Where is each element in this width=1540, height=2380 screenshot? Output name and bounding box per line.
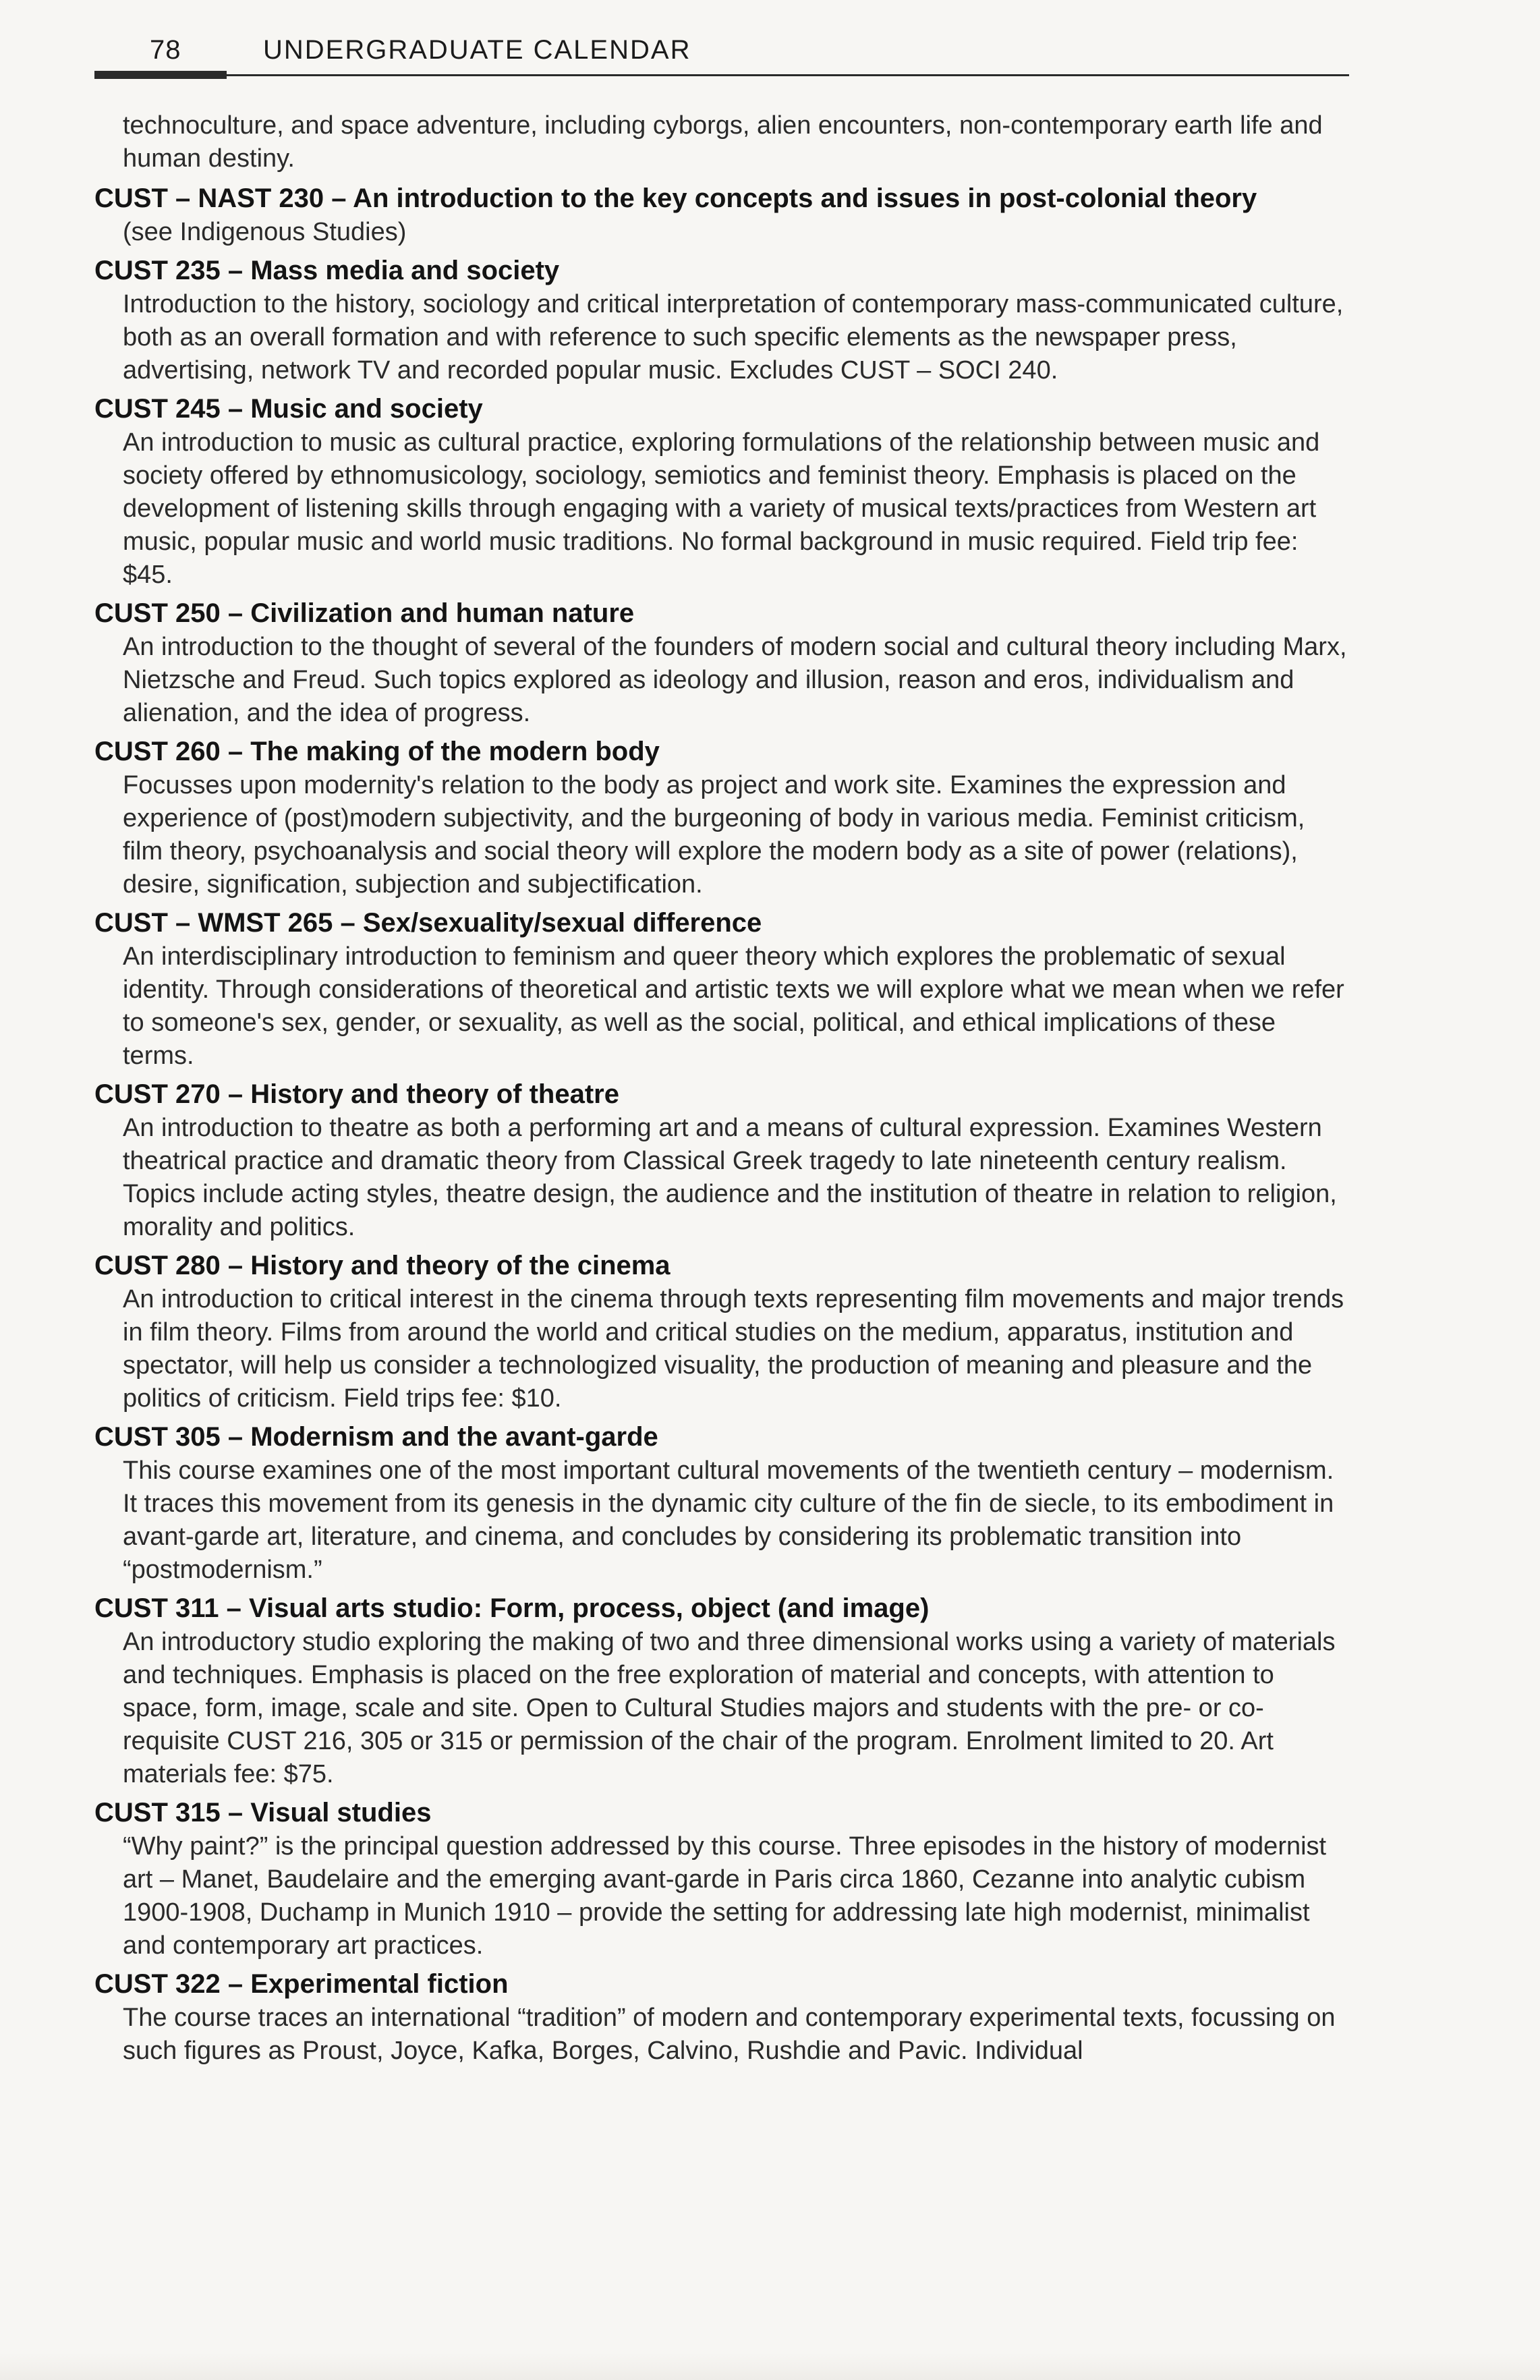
course-entry [94,391,1349,592]
course-title: CUST 270 – History and theory of theatre [94,1079,619,1109]
course-description: (see Indigenous Studies) [123,218,407,246]
course-entry [94,1248,1349,1415]
course-title: CUST 250 – Civilization and human nature [94,598,635,628]
course-entry [94,596,1349,730]
course-title: CUST 311 – Visual arts studio: Form, process, object (and image) [94,1593,930,1623]
course-description: Focusses upon modernity's relation to the body as project and work site. Examines the expression and experience of (post)modern subjectivity, and the burgeoning of body in various media. Feminist criticism, film theory, psychoanalysis and social theory will explore the modern body as a site of power (relations), desire, signification, subjection and subjectification. [123,771,1305,899]
continued-description: technoculture, and space adventure, including cyborgs, alien encounters, non-contemporary earth life and human destiny. [123,111,1323,173]
course-description: “Why paint?” is the principal question addressed by this course. Three episodes in the history of modernist art – Manet, Baudelaire and the emerging avant-garde in Paris circa 1860, Cezanne into analytic cubism 1900-1908, Duchamp in Munich 1910 – provide the setting for addressing late high modernist, minimalist and contemporary art practices. [123,1832,1327,1960]
running-head: UNDERGRADUATE CALENDAR [263,35,691,65]
course-description: An introduction to critical interest in the cinema through texts representing film movements and major trends in film theory. Films from around the world and critical studies on the medium, apparatus, institution and spectator, will help us consider a technologized visuality, the production of meaning and pleasure and the politics of criticism. Field trips fee: $10. [123,1285,1344,1413]
header-rule [94,74,1349,76]
course-description: An interdisciplinary introduction to feminism and queer theory which explores the problematic of sexual identity. Through considerations of theoretical and artistic texts we will explore what we mean when we refer to someone's sex, gender, or sexuality, as well as the social, political, and ethical implications of these terms. [123,942,1344,1070]
course-entry [94,1966,1349,2068]
course-title: CUST 260 – The making of the modern body [94,737,660,766]
course-entry [94,253,1349,387]
course-title: CUST 315 – Visual studies [94,1798,432,1828]
course-title: CUST 305 – Modernism and the avant-garde [94,1422,658,1452]
course-description: An introduction to music as cultural practice, exploring formulations of the relationship between music and society offered by ethnomusicology, sociology, semiotics and feminist theory. Emphasis is placed on the development of listening skills through engaging with a variety of musical texts/practices from Western art music, popular music and world music traditions. No formal background in music required. Field trip fee: $45. [123,428,1320,589]
course-title: CUST – NAST 230 – An introduction to the key concepts and issues in post-colonial theory [94,183,1257,213]
course-entry [94,1795,1349,1962]
course-entry [94,181,1349,249]
course-description: Introduction to the history, sociology and critical interpretation of contemporary mass-communicated culture, both as an overall formation and with reference to such specific elements as the newspaper press, advertising, network TV and recorded popular music. Excludes CUST – SOCI 240. [123,290,1344,385]
course-title: CUST – WMST 265 – Sex/sexuality/sexual difference [94,908,762,938]
scan-bottom-edge [0,2353,1540,2380]
page-number: 78 [150,35,181,65]
course-entry [94,1591,1349,1791]
page-header [94,26,1349,80]
course-title: CUST 322 – Experimental fiction [94,1969,509,1999]
course-description: The course traces an international “tradition” of modern and contemporary experimental texts, focussing on such figures as Proust, Joyce, Kafka, Borges, Calvino, Rushdie and Pavic. Individual [123,2004,1336,2065]
course-entry [94,734,1349,901]
course-listing [94,109,1349,2072]
course-entry [94,1419,1349,1587]
course-description: An introduction to the thought of several of the founders of modern social and cultural theory including Marx, Nietzsche and Freud. Such topics explored as ideology and illusion, reason and eros, individualism and alienation, and the idea of progress. [123,633,1347,727]
course-title: CUST 280 – History and theory of the cinema [94,1251,671,1280]
header-rule-tab [94,71,227,79]
course-description: An introductory studio exploring the making of two and three dimensional works using a variety of materials and techniques. Emphasis is placed on the free exploration of material and concepts, with attention to space, form, image, scale and site. Open to Cultural Studies majors and students with the pre- or co-requisite CUST 216, 305 or 315 or permission of the chair of the program. Enrolment limited to 20. Art materials fee: $75. [123,1628,1336,1788]
course-entry [94,1077,1349,1244]
course-title: CUST 245 – Music and society [94,394,483,424]
course-description: This course examines one of the most important cultural movements of the twentieth century – modernism. It traces this movement from its genesis in the dynamic city culture of the fin de siecle, to its embodiment in avant-garde art, literature, and cinema, and concludes by considering its problematic transition into “postmodernism.” [123,1456,1334,1584]
course-title: CUST 235 – Mass media and society [94,256,560,285]
course-description: An introduction to theatre as both a performing art and a means of cultural expression. Examines Western theatrical practice and dramatic theory from Classical Greek tragedy to late nineteenth century realism. Topics include acting styles, theatre design, the audience and the institution of theatre in relation to religion, morality and politics. [123,1114,1337,1241]
course-entry [94,905,1349,1073]
